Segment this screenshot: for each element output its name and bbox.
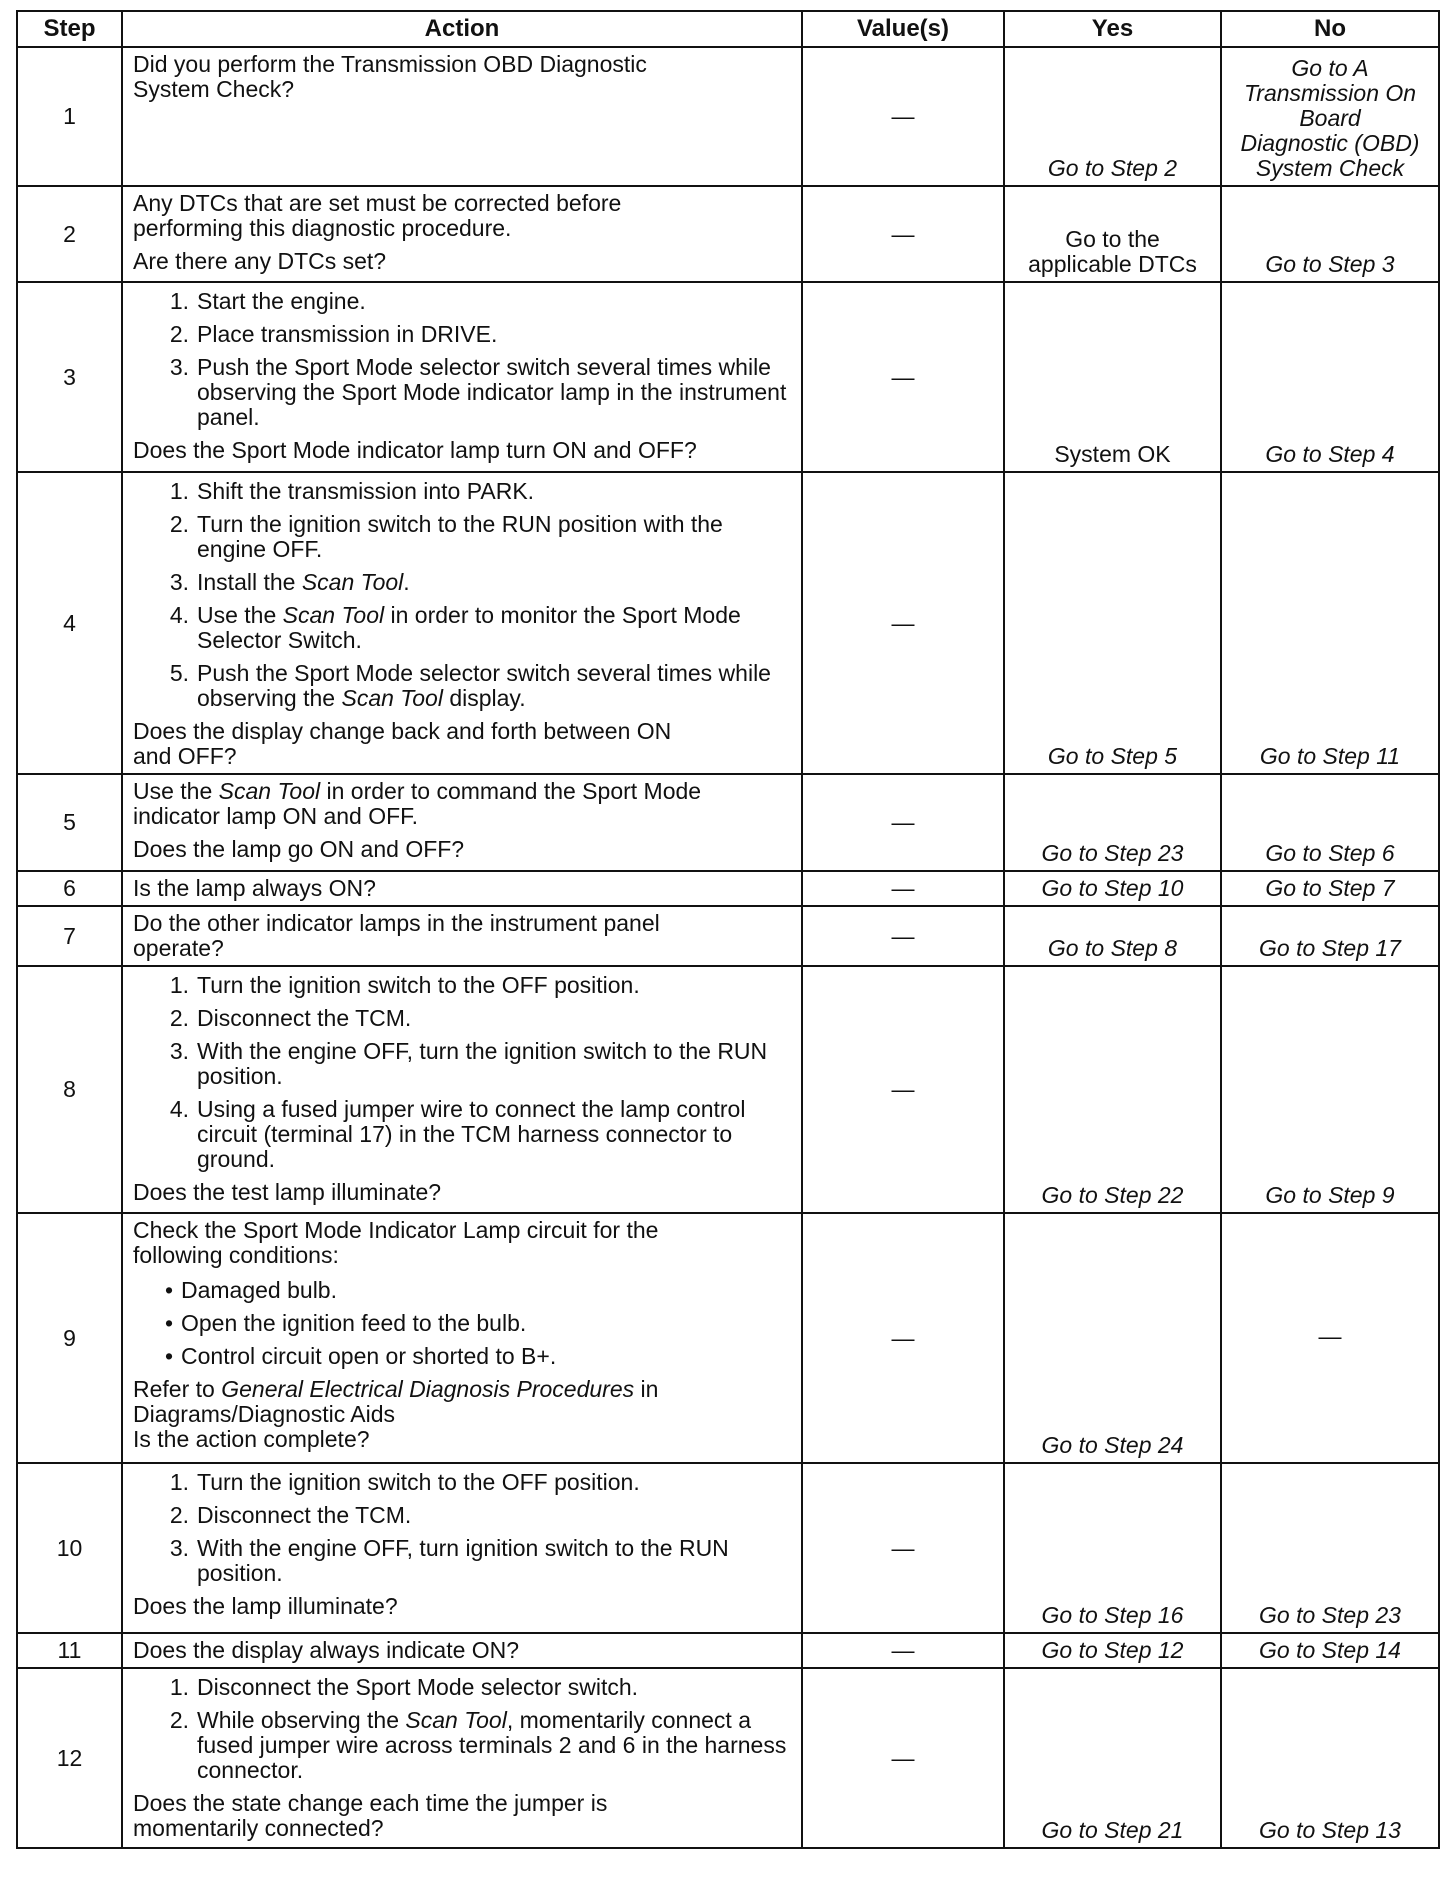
procedure-step-number: 3. [169,1535,189,1561]
value-cell: — [802,282,1004,472]
procedure-step [133,512,793,562]
procedure-step-text: Push the Sport Mode selector switch several times while observing the Scan Tool display. [197,660,771,711]
value-cell: — [802,1213,1004,1463]
table-row [17,1463,1439,1633]
procedure-step [133,1503,793,1528]
yes-cell [1004,282,1221,472]
no-outcome-line: Go to Step 13 [1259,1817,1401,1843]
yes-outcome-line: applicable DTCs [1028,251,1197,277]
no-outcome-line: Go to Step 7 [1265,875,1395,901]
procedure-step-number: 1. [169,1674,189,1700]
no-outcome-line: Go to Step 3 [1265,251,1395,277]
action-question-line: Does the state change each time the jumper is [133,1790,608,1816]
table-row [17,966,1439,1213]
no-cell [1221,871,1439,906]
value-cell: — [802,1633,1004,1668]
yes-outcome-line: Go to Step 10 [1041,875,1184,901]
yes-cell [1004,1463,1221,1633]
procedure-step [133,1470,793,1495]
procedure-step-number: 4. [169,1096,189,1122]
no-outcome-line: Board [1299,105,1361,131]
action-cell [122,966,802,1213]
procedure-step-text: Turn the ignition switch to the OFF position. [197,1469,640,1495]
procedure-step [133,322,793,347]
yes-cell [1004,472,1221,774]
condition-text: Damaged bulb. [181,1277,337,1303]
procedure-step-text: Push the Sport Mode selector switch several times while observing the Sport Mode indicator lamp in the instrument panel. [197,354,787,430]
procedure-step-number: 2. [169,1502,189,1528]
no-cell [1221,282,1439,472]
procedure-step-text: Shift the transmission into PARK. [197,478,535,504]
table-row [17,1213,1439,1463]
action-cell [122,1633,802,1668]
step-number: 4 [17,472,122,774]
value-cell: — [802,1463,1004,1633]
procedure-step-number: 5. [169,660,189,686]
procedure-step-number: 2. [169,511,189,537]
procedure-step [133,1536,793,1586]
action-question-line: Is the action complete? [133,1426,370,1452]
table-row [17,1633,1439,1668]
value-cell: — [802,47,1004,186]
no-outcome-line: Go to Step 4 [1265,441,1395,467]
no-cell [1221,1633,1439,1668]
action-question-line: Does the display always indicate ON? [133,1637,520,1663]
emphasis: Scan Tool [282,602,385,628]
procedure-step-number: 2. [169,321,189,347]
no-cell [1221,186,1439,282]
action-question-line: Does the lamp illuminate? [133,1593,398,1619]
action-lead-line: following conditions: [133,1242,339,1268]
procedure-steps [133,479,793,711]
emphasis: Scan Tool [405,1707,507,1733]
action-cell [122,1463,802,1633]
action-question-line: and OFF? [133,743,237,769]
action-question-line: Does the test lamp illuminate? [133,1179,442,1205]
no-cell [1221,1213,1439,1463]
action-lead-line: indicator lamp ON and OFF. [133,803,419,829]
yes-outcome-line: Go to Step 24 [1041,1432,1184,1458]
yes-cell [1004,774,1221,871]
no-outcome-line: Go to Step 9 [1265,1182,1395,1208]
no-cell [1221,47,1439,186]
procedure-step-text: Turn the ignition switch to the RUN position with the engine OFF. [197,511,723,562]
procedure-step [133,1039,793,1089]
value-cell: — [802,1668,1004,1848]
procedure-steps [133,289,793,430]
procedure-step-number: 1. [169,972,189,998]
no-cell [1221,966,1439,1213]
procedure-step [133,661,793,711]
procedure-step [133,1675,793,1700]
table-header-row [17,11,1439,47]
action-question-line: Are there any DTCs set? [133,248,387,274]
procedure-step [133,1006,793,1031]
action-question-line: operate? [133,935,224,961]
header-no: No [1221,11,1439,47]
yes-cell [1004,1668,1221,1848]
action-cell [122,774,802,871]
yes-outcome-line: Go to Step 23 [1041,840,1184,866]
action-lead-line: Use the Scan Tool in order to command the Sport Mode [133,778,702,804]
table-row [17,906,1439,966]
action-question-line: momentarily connected? [133,1815,384,1841]
action-lead-line: Any DTCs that are set must be corrected before [133,190,622,216]
action-cell [122,186,802,282]
yes-cell [1004,1213,1221,1463]
procedure-step-text: While observing the Scan Tool, momentarily connect a fused jumper wire across terminals 2 and 6 in the harness connector. [197,1707,787,1783]
emphasis: Scan Tool [218,778,321,804]
procedure-step [133,289,793,314]
condition-item [133,1311,793,1336]
yes-outcome-line: Go to Step 2 [1047,155,1178,181]
no-outcome-line: Go to A [1291,55,1369,81]
procedure-steps [133,1675,793,1783]
procedure-step-text: Install the Scan Tool. [197,569,410,595]
yes-cell [1004,47,1221,186]
no-outcome-line: Go to Step 11 [1259,743,1401,769]
no-outcome-line: System Check [1255,155,1405,181]
yes-cell [1004,186,1221,282]
action-lead-line: performing this diagnostic procedure. [133,215,512,241]
emphasis: General Electrical Diagnosis Procedures [221,1376,635,1402]
procedure-steps [133,973,793,1172]
no-outcome-line: Go to Step 14 [1259,1637,1401,1663]
step-number: 9 [17,1213,122,1463]
action-cell [122,282,802,472]
step-number: 12 [17,1668,122,1848]
step-number: 11 [17,1633,122,1668]
procedure-step-number: 3. [169,354,189,380]
action-cell [122,1213,802,1463]
condition-item [133,1344,793,1369]
no-cell [1221,774,1439,871]
condition-item [133,1278,793,1303]
step-number: 7 [17,906,122,966]
action-cell [122,871,802,906]
action-lead-line: Did you perform the Transmission OBD Diagnostic [133,51,647,77]
procedure-step [133,355,793,430]
value-cell: — [802,871,1004,906]
procedure-step-number: 3. [169,569,189,595]
emphasis: Scan Tool [341,685,443,711]
no-cell [1221,1668,1439,1848]
procedure-step-number: 4. [169,602,189,628]
action-cell [122,1668,802,1848]
no-cell [1221,906,1439,966]
yes-cell [1004,871,1221,906]
condition-text: Control circuit open or shorted to B+. [181,1343,557,1369]
action-question-line: Is the lamp always ON? [133,875,376,901]
action-lead-line: Check the Sport Mode Indicator Lamp circuit for the [133,1217,659,1243]
step-number: 10 [17,1463,122,1633]
yes-outcome-line: Go to Step 21 [1041,1817,1184,1843]
value-cell: — [802,472,1004,774]
procedure-step-text: With the engine OFF, turn the ignition switch to the RUN position. [197,1038,768,1089]
action-lead-line: System Check? [133,76,295,102]
bullet-icon: • [164,1343,173,1369]
action-question-line: Diagrams/Diagnostic Aids [133,1401,396,1427]
procedure-step-text: Place transmission in DRIVE. [197,321,498,347]
diagnostic-table [16,10,1440,1849]
step-number: 5 [17,774,122,871]
step-number: 8 [17,966,122,1213]
procedure-step-number: 2. [169,1707,189,1733]
action-question-line: Does the Sport Mode indicator lamp turn ON and OFF? [133,437,697,463]
yes-cell [1004,966,1221,1213]
header-step: Step [17,11,122,47]
table-row [17,472,1439,774]
action-question-line: Does the lamp go ON and OFF? [133,836,465,862]
no-outcome-line: Transmission On [1243,80,1417,106]
procedure-step-number: 1. [169,478,189,504]
condition-text: Open the ignition feed to the bulb. [181,1310,527,1336]
action-cell [122,906,802,966]
yes-cell [1004,906,1221,966]
no-outcome-line: Go to Step 6 [1265,840,1395,866]
yes-outcome-line: Go to Step 12 [1041,1637,1184,1663]
action-cell [122,472,802,774]
yes-outcome-line: Go to the [1065,226,1160,252]
header-values: Value(s) [802,11,1004,47]
no-outcome-line: Diagnostic (OBD) [1240,130,1420,156]
table-row [17,871,1439,906]
value-cell: — [802,906,1004,966]
procedure-step [133,603,793,653]
yes-outcome-line: Go to Step 16 [1041,1602,1184,1628]
yes-outcome-line: System OK [1054,441,1171,467]
table-row [17,282,1439,472]
step-number: 1 [17,47,122,186]
action-cell [122,47,802,186]
procedure-step [133,1097,793,1172]
condition-list [133,1278,793,1369]
procedure-steps [133,1470,793,1586]
action-question-line: Refer to General Electrical Diagnosis Procedures in [133,1376,659,1402]
bullet-icon: • [164,1277,173,1303]
procedure-step-text: Disconnect the TCM. [197,1502,412,1528]
step-number: 3 [17,282,122,472]
table-row [17,774,1439,871]
procedure-step-text: Turn the ignition switch to the OFF position. [197,972,640,998]
emphasis: Scan Tool [301,569,404,595]
action-question-line: Does the display change back and forth between ON [133,718,672,744]
no-cell [1221,472,1439,774]
header-yes: Yes [1004,11,1221,47]
procedure-step-text: Using a fused jumper wire to connect the lamp control circuit (terminal 17) in the TCM harness connector to ground. [197,1096,746,1172]
procedure-step-number: 3. [169,1038,189,1064]
procedure-step [133,479,793,504]
action-question-line: Do the other indicator lamps in the instrument panel [133,910,660,936]
bullet-icon: • [164,1310,173,1336]
no-outcome-line: Go to Step 23 [1259,1602,1401,1628]
no-cell [1221,1463,1439,1633]
procedure-step [133,1708,793,1783]
step-number: 6 [17,871,122,906]
procedure-step-number: 2. [169,1005,189,1031]
step-number: 2 [17,186,122,282]
table-body [17,47,1439,1848]
value-cell: — [802,186,1004,282]
procedure-step-number: 1. [169,1469,189,1495]
procedure-step-text: Disconnect the Sport Mode selector switch. [197,1674,639,1700]
procedure-step-text: Disconnect the TCM. [197,1005,412,1031]
procedure-step-text: Start the engine. [197,288,366,314]
yes-cell [1004,1633,1221,1668]
procedure-step-number: 1. [169,288,189,314]
yes-outcome-line: Go to Step 22 [1041,1182,1184,1208]
procedure-step [133,973,793,998]
no-outcome-line: — [1318,1322,1342,1349]
header-action: Action [122,11,802,47]
procedure-step-text: Use the Scan Tool in order to monitor the Sport Mode Selector Switch. [197,602,741,653]
table-row [17,1668,1439,1848]
yes-outcome-line: Go to Step 5 [1047,743,1178,769]
value-cell: — [802,966,1004,1213]
table-row [17,47,1439,186]
no-outcome-line: Go to Step 17 [1259,935,1401,961]
procedure-step-text: With the engine OFF, turn ignition switch to the RUN position. [197,1535,729,1586]
table-row [17,186,1439,282]
value-cell: — [802,774,1004,871]
yes-outcome-line: Go to Step 8 [1047,935,1178,961]
procedure-step [133,570,793,595]
